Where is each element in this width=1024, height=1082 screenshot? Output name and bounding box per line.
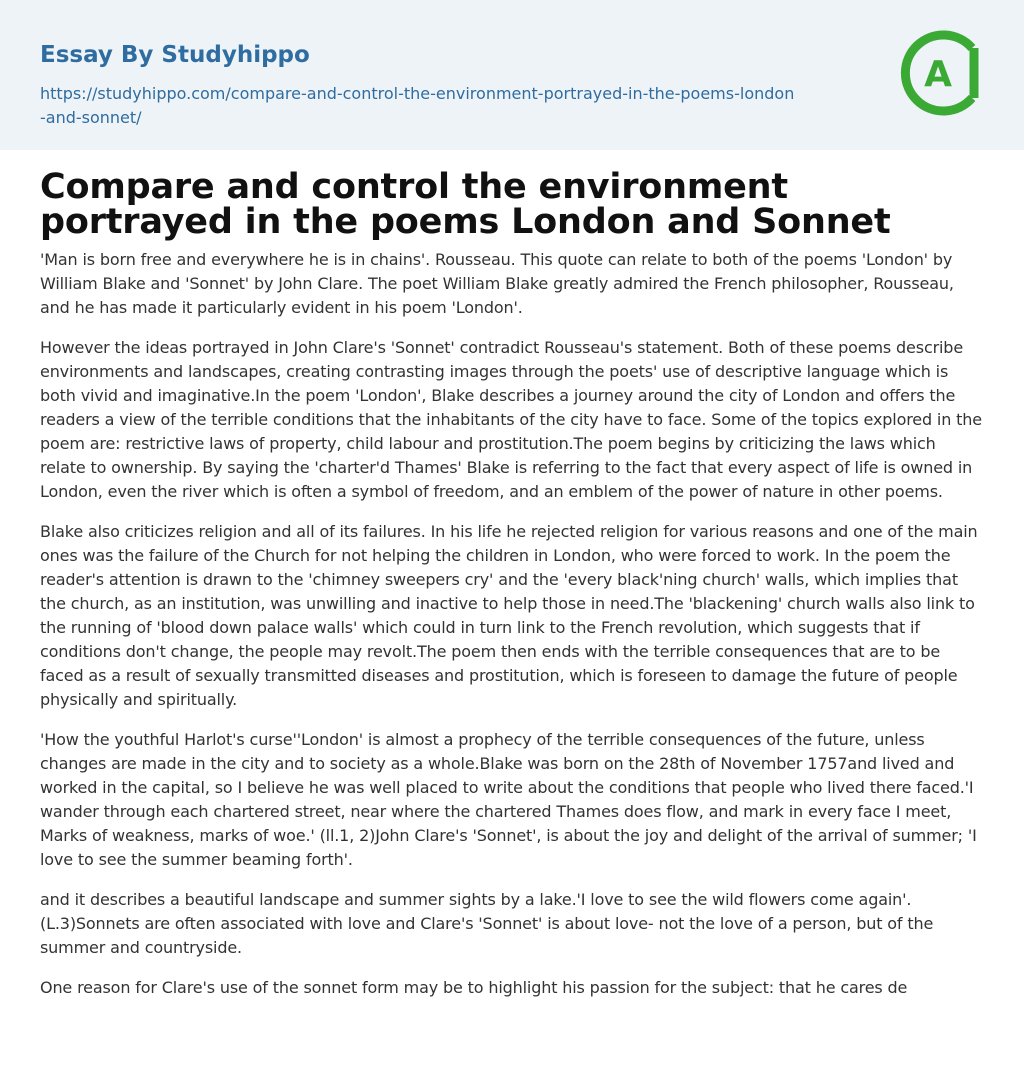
paragraph: 'How the youthful Harlot's curse''London' is almost a prophecy of the terrible consequences of the future, unless changes are made in the city and to society as a whole.Blake was born on the 28th of November 1757and lived and worked in the capital, so I believe he was well placed to write about the conditions that people who lived there faced.'I wander through each chartered street, near where the chartered Thames does flow, and mark in every face I meet, Marks of weakness, marks of woe.' (ll.1, 2)John Clare's 'Sonnet', is about the joy and delight of the arrival of summer; 'I love to see the summer beaming forth'. (40, 730, 977, 869)
paragraph: Blake also criticizes religion and all of its failures. In his life he rejected religion for various reasons and one of the main ones was the failure of the Church for not helping the children in London, who were forced to work. In the poem the reader's attention is drawn to the 'chimney sweepers cry' and the 'every black'ning church' walls, which implies that the church, as an institution, was unwilling and inactive to help those in need.The 'blackening' church walls also link to the running of 'blood down palace walls' which could in turn link to the French revolution, which suggests that if conditions don't change, the people may revolt.The poem then ends with the terrible consequences that are to be faced as a result of sexually transmitted diseases and prostitution, which is foreseen to damage the future of people physically and spiritually. (40, 522, 978, 709)
article-body (0, 150, 1024, 1000)
paragraph: and it describes a beautiful landscape and summer sights by a lake.'I love to see the wild flowers come again'.(L.3)Sonnets are often associated with love and Clare's 'Sonnet' is about love- not the love of a person, but of the summer and countryside. (40, 890, 934, 957)
site-brand[interactable]: Essay By Studyhippo (40, 42, 310, 68)
grade-a-logo-icon (896, 28, 986, 118)
paragraph: However the ideas portrayed in John Clare's 'Sonnet' contradict Rousseau's statement. Both of these poems describe environments and landscapes, creating contrasting images through the poets' use of descriptive language which is both vivid and imaginative.In the poem 'London', Blake describes a journey around the city of London and offers the readers a view of the terrible conditions that the inhabitants of the city have to face. Some of the topics explored in the poem are: restrictive laws of property, child labour and prostitution.The poem begins by criticizing the laws which relate to ownership. By saying the 'charter'd Thames' Blake is referring to the fact that every aspect of life is owned in London, even the river which is often a symbol of freedom, and an emblem of the power of nature in other poems. (40, 338, 982, 501)
article-url-link[interactable]: https://studyhippo.com/compare-and-control-the-environment-portrayed-in-the-poems-london-and-sonnet/ (40, 84, 795, 127)
site-header (0, 0, 1024, 150)
article-title: Compare and control the environment portrayed in the poems London and Sonnet (40, 167, 891, 242)
paragraph: 'Man is born free and everywhere he is in chains'. Rousseau. This quote can relate to both of the poems 'London' by William Blake and 'Sonnet' by John Clare. The poet William Blake greatly admired the French philosopher, Rousseau, and he has made it particularly evident in his poem 'London'. (40, 250, 954, 317)
logo-letter: A (924, 54, 952, 95)
paragraph: One reason for Clare's use of the sonnet form may be to highlight his passion for the subject: that he cares de (40, 978, 908, 997)
